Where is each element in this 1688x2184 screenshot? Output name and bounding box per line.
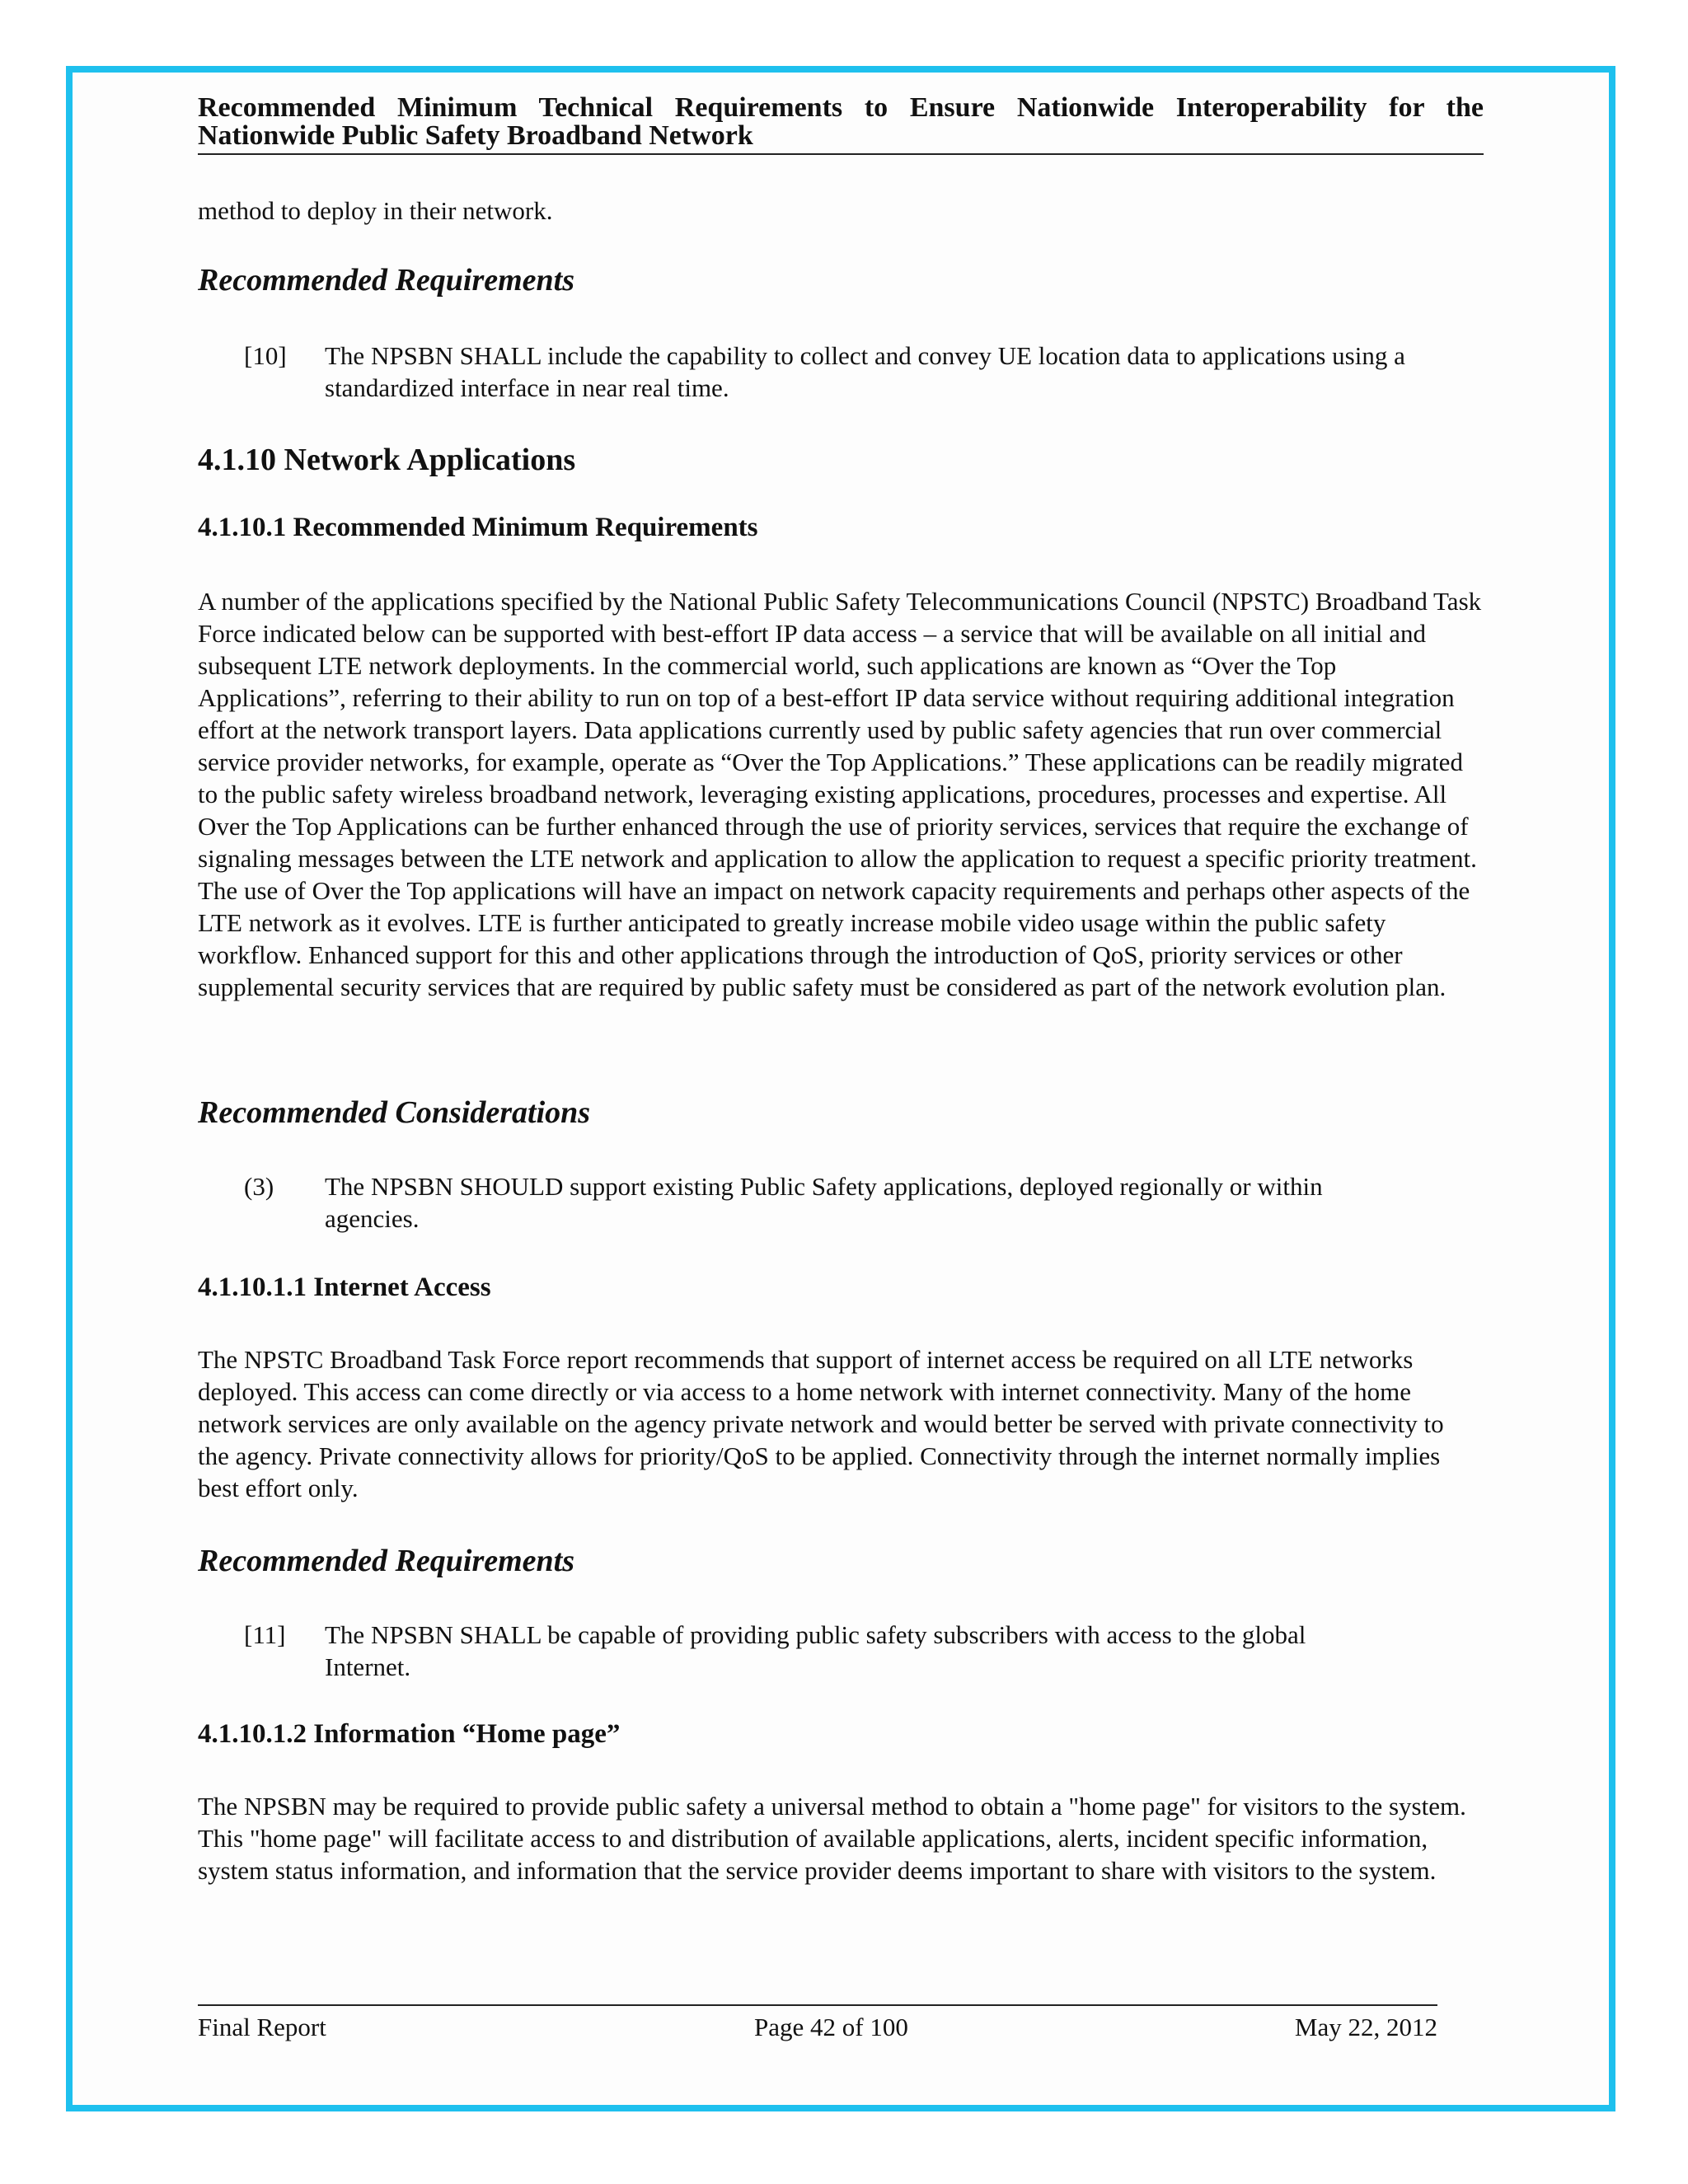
requirement-number: [10] xyxy=(244,341,287,370)
section-heading-network-applications: 4.1.10 Network Applications xyxy=(198,443,576,477)
page-header-title: Recommended Minimum Technical Requirements to Ensure Nationwide Interoperability for the Nationwide Public Safety Broadband Network xyxy=(198,92,1484,151)
recommended-requirements-heading: Recommended Requirements xyxy=(198,263,575,298)
consideration-text: The NPSBN SHOULD support existing Public Safety applications, deployed regionally or within agencies. xyxy=(325,1172,1323,1233)
home-page-paragraph: The NPSBN may be required to provide public safety a universal method to obtain a "home page" for visitors to the system. This "home page" will facilitate access to and distribution of available applications, alerts, incident specific information, system status information, and information that the service provider deems important to share with visitors to the system. xyxy=(198,1792,1466,1885)
subsection-heading-minimum-requirements: 4.1.10.1 Recommended Minimum Requirements xyxy=(198,513,758,542)
subsection-heading-internet-access: 4.1.10.1.1 Internet Access xyxy=(198,1272,491,1302)
intro-continuation: method to deploy in their network. xyxy=(198,196,553,225)
footer-divider xyxy=(198,2004,1437,2006)
consideration-number: (3) xyxy=(244,1172,274,1201)
requirement-text: The NPSBN SHALL be capable of providing public safety subscribers with access to the global Internet. xyxy=(325,1620,1306,1681)
subsection-heading-home-page: 4.1.10.1.2 Information “Home page” xyxy=(198,1719,621,1749)
recommended-requirements-heading-2: Recommended Requirements xyxy=(198,1544,575,1578)
requirement-number: [11] xyxy=(244,1620,286,1649)
internet-access-paragraph: The NPSTC Broadband Task Force report recommends that support of internet access be required on all LTE networks deployed. This access can come directly or via access to a home network with internet connectivity. Many of the home network services are only available on the agency private network and would better be served with private connectivity to the agency. Private connectivity allows for priority/QoS to be applied. Connectivity through the internet normally implies best effort only. xyxy=(198,1345,1444,1502)
requirement-text: The NPSBN SHALL include the capability to collect and convey UE location data to applications using a standardized interface in near real time. xyxy=(325,341,1405,402)
footer-page-number: Page 42 of 100 xyxy=(754,2013,908,2041)
recommended-considerations-heading: Recommended Considerations xyxy=(198,1095,591,1130)
footer-date: May 22, 2012 xyxy=(1294,2013,1437,2041)
header-divider xyxy=(198,153,1484,155)
applications-paragraph: A number of the applications specified by the National Public Safety Telecommunications Council (NPSTC) Broadband Task Force indicated below can be supported with best-effort IP data access – a service that will be available on all initial and subsequent LTE network deployments. In the commercial world, such applications are known as “Over the Top Applications”, referring to their ability to run on top of a best-effort IP data service without requiring additional integration effort at the network transport layers. Data applications currently used by public safety agencies that run over commercial service provider networks, for example, operate as “Over the Top Applications.” These applications can be readily migrated to the public safety wireless broadband network, leveraging existing applications, procedures, processes and expertise. All Over the Top Applications can be further enhanced through the use of priority services, services that require the exchange of signaling messages between the LTE network and application to allow the application to request a specific priority treatment. The use of Over the Top applications will have an impact on network capacity requirements and perhaps other aspects of the LTE network as it evolves. LTE is further anticipated to greatly increase mobile video usage within the public safety workflow. Enhanced support for this and other applications through the introduction of QoS, priority services or other supplemental security services that are required by public safety must be considered as part of the network evolution plan. xyxy=(198,587,1482,1001)
footer-left: Final Report xyxy=(198,2013,326,2041)
